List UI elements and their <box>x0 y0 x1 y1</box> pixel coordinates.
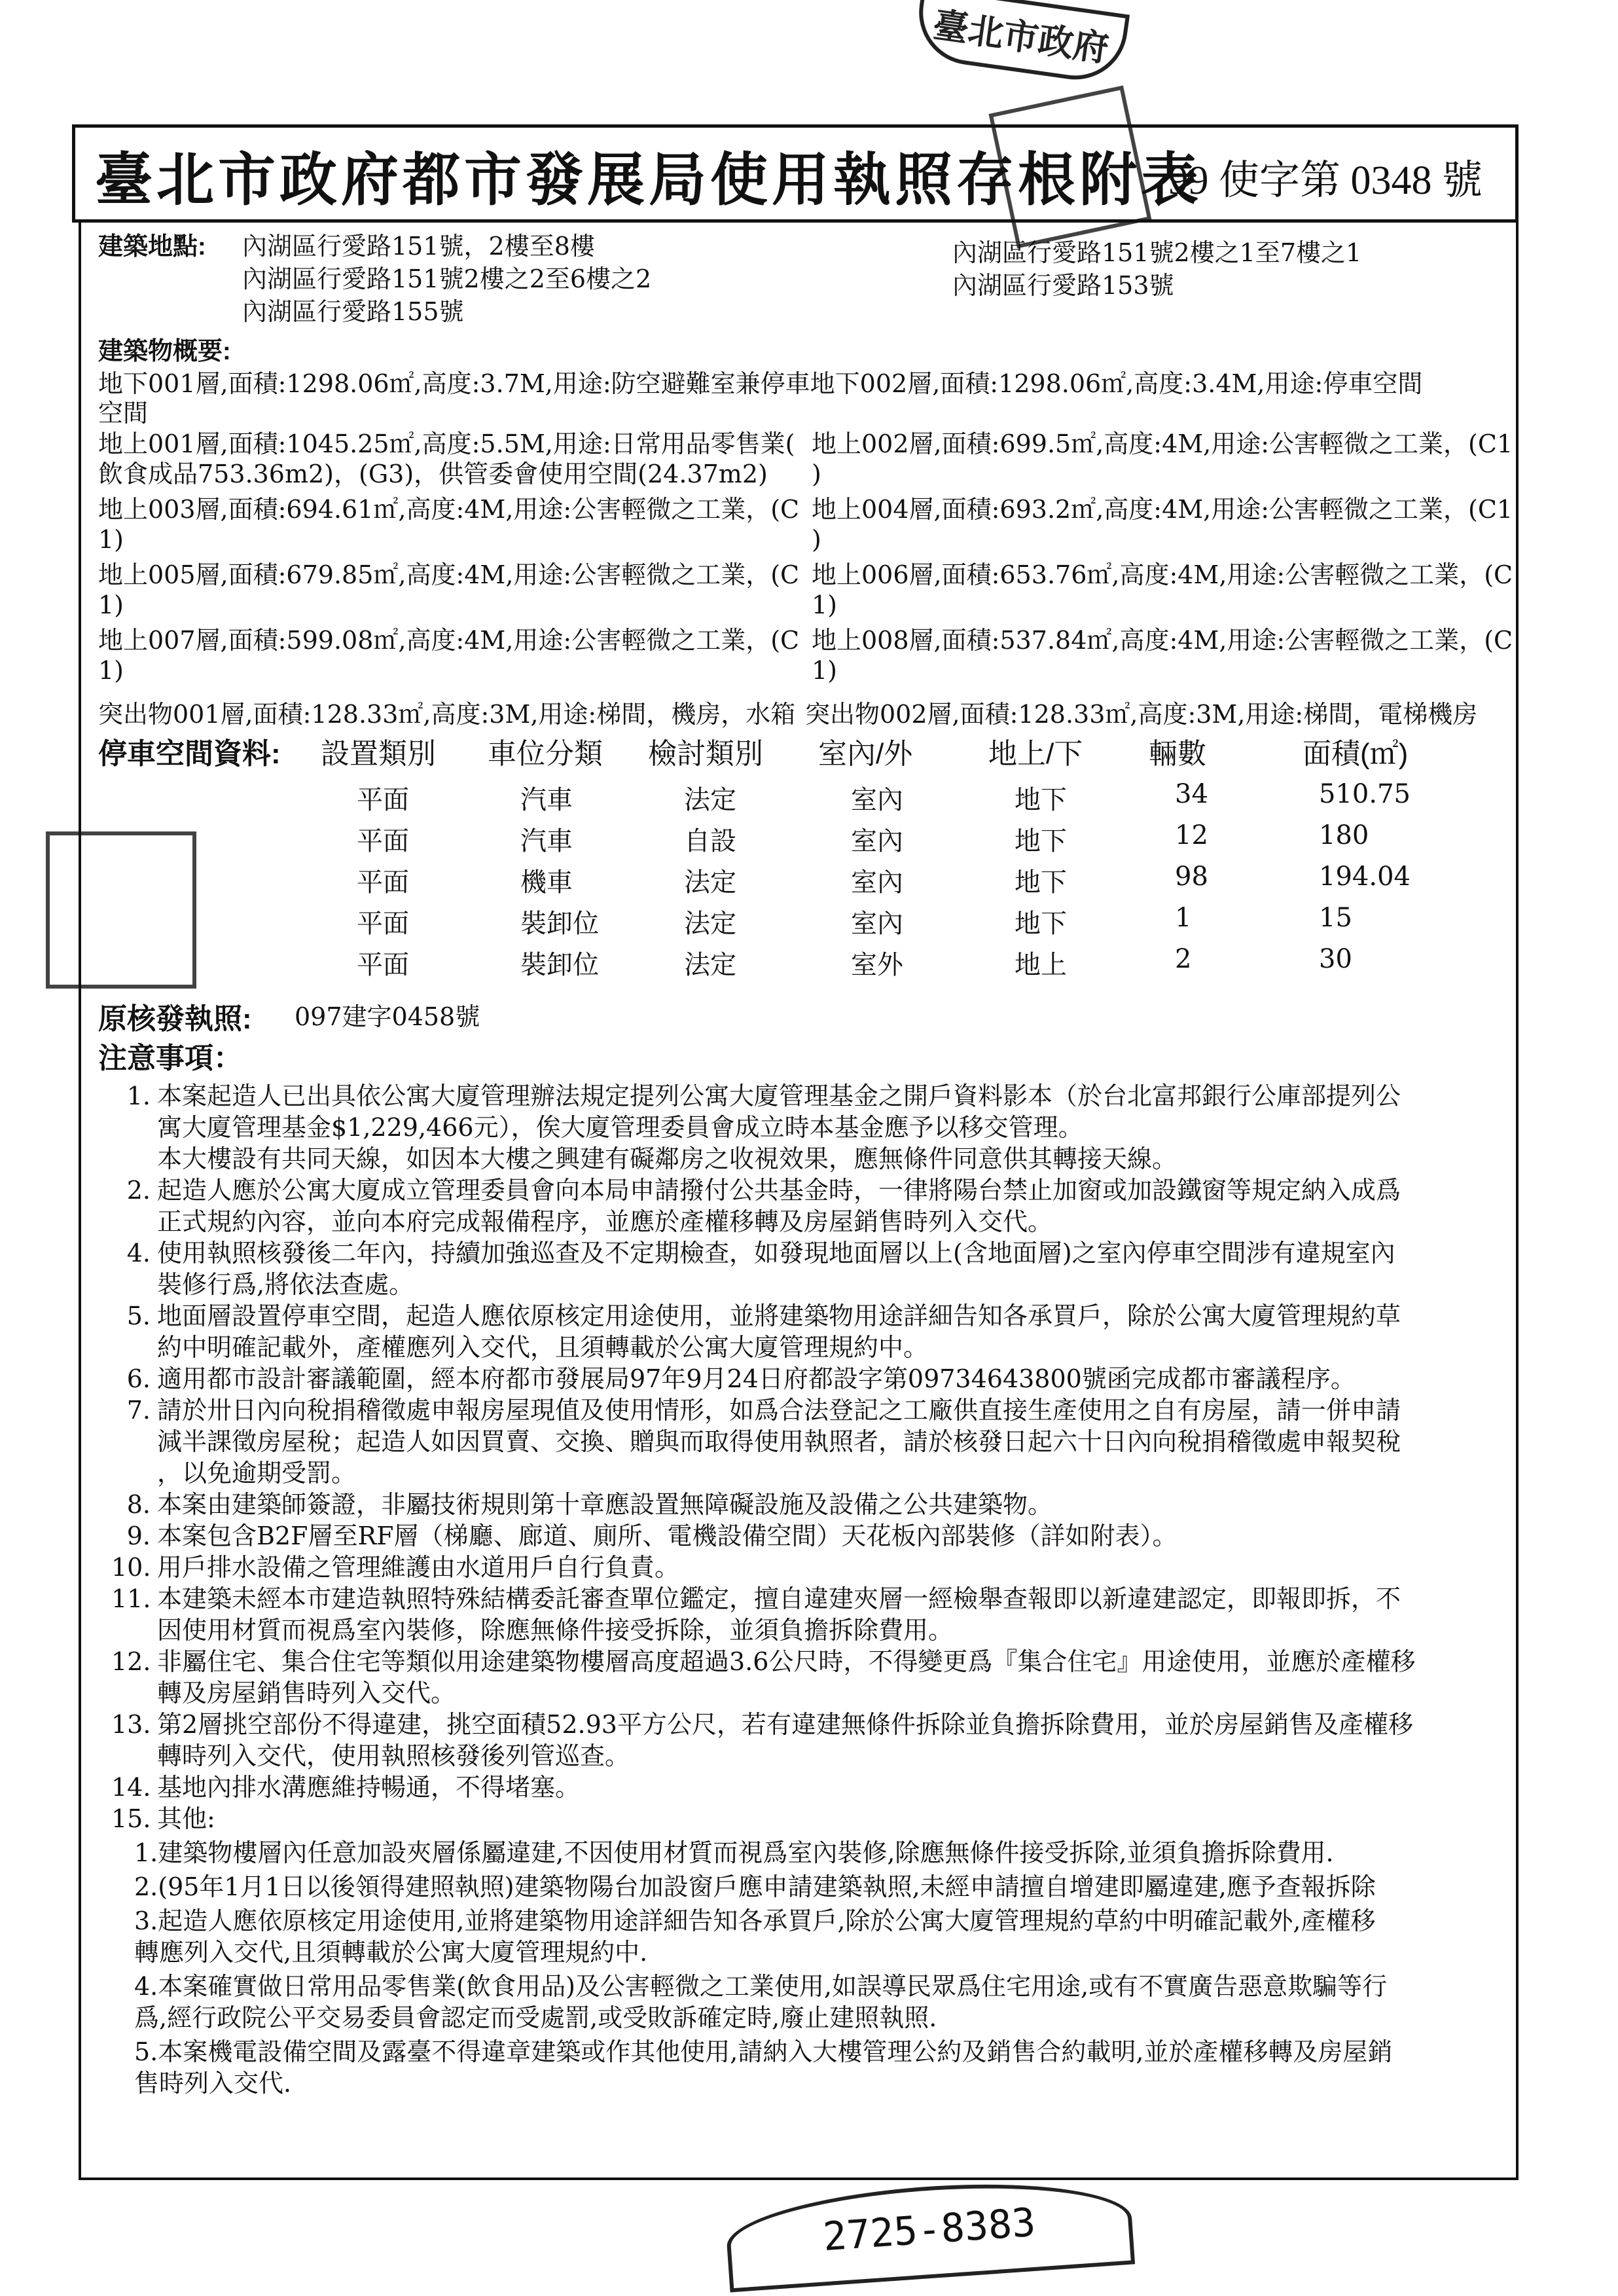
note-text: 基地內排水溝應維持暢通，不得堵塞。 <box>157 1773 581 1802</box>
address-line: 內湖區行愛路151號，2樓至8樓 <box>242 232 595 261</box>
note-number: 15. <box>111 1804 151 1833</box>
parking-header: 設置類別 <box>321 738 436 770</box>
footer-phone-stamp: 2725-8383 <box>724 2173 1135 2293</box>
note-text: 非屬住宅、集合住宅等類似用途建築物樓層高度超過3.6公尺時，不得變更爲『集合住宅』用途使用，並應於產權移 轉及房屋銷售時列入交代。 <box>157 1647 1416 1707</box>
parking-cell: 自設 <box>684 826 736 856</box>
note-sub-item: 4.本案確實做日常用品零售業(飲食用品)及公害輕微之工業使用,如誤導民眾爲住宅用途,或有不實廣告惡意欺騙等行 爲,經行政院公平交易委員會認定而受處罰,或受敗訴確定時,廢止建照執照. <box>134 1972 1388 2032</box>
note-text: 起造人應於公寓大廈成立管理委員會向本局申請撥付公共基金時，一律將陽台禁止加窗或加設鐵窗等規定納入成爲 正式規約內容，並向本府完成報備程序，並應於產權移轉及房屋銷售時列入交代。 <box>157 1176 1401 1236</box>
parking-cell: 平面 <box>357 867 409 898</box>
parking-cell: 汽車 <box>520 826 573 856</box>
note-text: 本建築未經本市建造執照特殊結構委託審查單位鑑定，擅自違建夾層一經檢舉查報即以新違建認定，即報即拆，不 因使用材質而視爲室內裝修，除應無條件接受拆除，並須負擔拆除費用。 <box>157 1584 1401 1645</box>
floor-b1-wrap: 空間 <box>98 399 149 428</box>
parking-cell: 室內 <box>851 867 903 898</box>
note-number: 8. <box>126 1490 151 1519</box>
parking-cell: 510.75 <box>1319 779 1411 809</box>
parking-cell: 法定 <box>684 909 736 939</box>
permit-number: 99 使字第 0348 號 <box>1168 158 1483 203</box>
floor-b1-row: 地下001層,面積:1298.06㎡,高度:3.7M,用途:防空避難室兼停車地下002層,面積:1298.06㎡,高度:3.4M,用途:停車空間 <box>98 369 1423 398</box>
floor-2f: 地上002層,面積:699.5㎡,高度:4M,用途:公害輕微之工業，(C1 ) <box>812 429 1513 488</box>
parking-cell: 180 <box>1319 820 1369 850</box>
parking-cell: 2 <box>1175 944 1192 974</box>
parking-cell: 地下 <box>1015 909 1067 939</box>
note-sub-item: 1.建築物樓層內任意加設夾層係屬違建,不因使用材質而視爲室內裝修,除應無條件接受拆除,並須負擔拆除費用. <box>134 1838 1334 1867</box>
parking-cell: 法定 <box>684 867 736 898</box>
note-number: 10. <box>111 1553 151 1582</box>
note-number: 6. <box>126 1364 151 1393</box>
note-number: 2. <box>126 1176 151 1205</box>
overview-label: 建築物概要: <box>98 338 231 365</box>
note-text: 本大樓設有共同天線，如因本大樓之興建有礙鄰房之收視效果，應無條件同意供其轉接天線。 <box>157 1144 1178 1173</box>
note-sub-item: 2.(95年1月1日以後領得建照執照)建築物陽台加設窗戶應申請建築執照,未經申請擅自增建即屬違建,應予查報拆除 <box>134 1872 1376 1901</box>
note-sub-item: 3.起造人應依原核定用途使用,並將建築物用途詳細告知各承買戶,除於公寓大廈管理規約草約中明確記載外,產權移 轉應列入交代,且須轉載於公寓大廈管理規約中. <box>134 1906 1376 1967</box>
parking-cell: 地下 <box>1015 867 1067 898</box>
parking-cell: 裝卸位 <box>520 909 599 939</box>
note-number: 7. <box>126 1396 151 1425</box>
note-text: 用戶排水設備之管理維護由水道用戶自行負責。 <box>157 1553 680 1582</box>
top-seal-stamp: 臺北市政府 <box>912 0 1130 86</box>
roof-2: 突出物002層,面積:128.33㎡,高度:3M,用途:梯間，電梯機房 <box>805 700 1478 729</box>
note-text: 地面層設置停車空間，起造人應依原核定用途使用，並將建築物用途詳細告知各承買戶，除於公寓大廈管理規約草 約中明確記載外，產權應列入交代，且須轉載於公寓大廈管理規約中。 <box>157 1302 1401 1362</box>
note-item <box>111 1772 1505 1803</box>
note-item <box>111 1394 1505 1489</box>
note-number: 11. <box>111 1584 151 1613</box>
parking-cell: 法定 <box>684 785 736 815</box>
roof-1: 突出物001層,面積:128.33㎡,高度:3M,用途:梯間，機房，水箱 <box>98 700 796 729</box>
parking-cell: 地下 <box>1015 826 1067 856</box>
note-item <box>111 1803 1505 1834</box>
original-permit-label: 原核發執照: <box>98 1003 252 1035</box>
note-number: 9. <box>126 1522 151 1550</box>
parking-cell: 1 <box>1175 903 1192 933</box>
original-permit-value: 097建字0458號 <box>295 1002 480 1031</box>
parking-cell: 平面 <box>357 785 409 815</box>
note-text: 其他: <box>157 1804 215 1833</box>
parking-cell: 12 <box>1175 820 1208 850</box>
parking-header: 車位分類 <box>488 738 603 770</box>
floor-1f: 地上001層,面積:1045.25㎡,高度:5.5M,用途:日常用品零售業( 飲食成品753.36m2)，(G3)，供管委會使用空間(24.37m2) <box>98 429 795 488</box>
parking-cell: 地上 <box>1015 950 1067 980</box>
note-text: 本案包含B2F層至RF層（梯廳、廊道、廁所、電機設備空間）天花板內部裝修（詳如附表）。 <box>157 1522 1178 1550</box>
address-line: 內湖區行愛路155號 <box>242 297 464 326</box>
parking-header: 檢討類別 <box>648 738 763 770</box>
floor-8f: 地上008層,面積:537.84㎡,高度:4M,用途:公害輕微之工業，(C 1) <box>812 626 1513 685</box>
note-item <box>111 1709 1505 1772</box>
parking-cell: 98 <box>1175 862 1208 892</box>
note-sub-item: 5.本案機電設備空間及露臺不得違章建築或作其他使用,請納入大樓管理公約及銷售合約載明,並於產權移轉及房屋銷 售時列入交代. <box>134 2037 1393 2098</box>
note-text: 本案由建築師簽證，非屬技術規則第十章應設置無障礙設施及設備之公共建築物。 <box>157 1490 1053 1519</box>
parking-cell: 機車 <box>520 867 573 898</box>
parking-cell: 平面 <box>357 909 409 939</box>
parking-cell: 15 <box>1319 903 1352 933</box>
floor-7f: 地上007層,面積:599.08㎡,高度:4M,用途:公害輕微之工業，(C 1) <box>98 626 800 685</box>
note-number: 14. <box>111 1773 151 1802</box>
note-item <box>111 1646 1505 1709</box>
note-number: 12. <box>111 1647 151 1676</box>
note-text: 使用執照核發後二年內，持續加強巡查及不定期檢查，如發現地面層以上(含地面層)之室內停車空間涉有違規室內 裝修行爲,將依法查處。 <box>157 1239 1395 1299</box>
floor-3f: 地上003層,面積:694.61㎡,高度:4M,用途:公害輕微之工業，(C 1) <box>98 495 800 554</box>
note-number: 4. <box>126 1239 151 1267</box>
notes-list <box>111 1080 1505 2099</box>
parking-cell: 室內 <box>851 909 903 939</box>
parking-header: 地上/下 <box>988 738 1083 770</box>
address-line: 內湖區行愛路153號 <box>952 271 1174 300</box>
parking-cell: 汽車 <box>520 785 573 815</box>
note-text: 第2層挑空部份不得違建，挑空面積52.93平方公尺，若有違建無條件拆除並負擔拆除費用，並於房屋銷售及產權移 轉時列入交代，使用執照核發後列管巡查。 <box>157 1710 1413 1770</box>
note-item <box>111 1363 1505 1394</box>
floor-4f: 地上004層,面積:693.2㎡,高度:4M,用途:公害輕微之工業，(C1 ) <box>812 495 1513 554</box>
notes-label: 注意事項： <box>98 1042 242 1074</box>
parking-cell: 室外 <box>851 950 903 980</box>
parking-cell: 地下 <box>1015 785 1067 815</box>
note-item <box>111 1237 1505 1300</box>
note-number: 5. <box>126 1302 151 1330</box>
note-number: 13. <box>111 1710 151 1739</box>
note-item <box>111 1520 1505 1552</box>
note-item <box>111 1175 1505 1237</box>
floor-6f: 地上006層,面積:653.76㎡,高度:4M,用途:公害輕微之工業，(C 1) <box>812 560 1513 619</box>
address-label: 建築地點: <box>98 233 206 261</box>
floor-5f: 地上005層,面積:679.85㎡,高度:4M,用途:公害輕微之工業，(C 1) <box>98 560 800 619</box>
title-bar <box>72 124 1519 223</box>
note-item <box>111 1300 1505 1363</box>
parking-header: 輛數 <box>1149 738 1206 770</box>
parking-header: 室內/外 <box>818 738 913 770</box>
note-item <box>111 1080 1505 1143</box>
note-item <box>111 1489 1505 1520</box>
address-line: 內湖區行愛路151號2樓之1至7樓之1 <box>952 238 1362 267</box>
note-item <box>111 1552 1505 1583</box>
parking-cell: 室內 <box>851 785 903 815</box>
address-line: 內湖區行愛路151號2樓之2至6樓之2 <box>242 264 652 293</box>
parking-cell: 裝卸位 <box>520 950 599 980</box>
parking-label: 停車空間資料: <box>98 738 281 770</box>
parking-cell: 平面 <box>357 826 409 856</box>
parking-cell: 室內 <box>851 826 903 856</box>
parking-cell: 194.04 <box>1319 862 1411 892</box>
parking-cell: 平面 <box>357 950 409 980</box>
note-item <box>111 1143 1505 1175</box>
parking-cell: 30 <box>1319 944 1352 974</box>
parking-header: 面積(㎡) <box>1303 738 1409 770</box>
note-text: 適用都市設計審議範圍，經本府都市發展局97年9月24日府都設字第09734643800號函完成都市審議程序。 <box>157 1364 1356 1393</box>
note-text: 請於卅日內向稅捐稽徵處申報房屋現值及使用情形，如爲合法登記之工廠供直接生產使用之自有房屋，請一併申請 減半課徵房屋稅；起造人如因買賣、交換、贈與而取得使用執照者，請於核發日起六十日內向稅捐稽徵處申報契稅 ，以免逾期受罰。 <box>157 1396 1401 1487</box>
note-number: 1. <box>126 1082 151 1110</box>
note-number <box>111 1143 157 1175</box>
note-item <box>111 1583 1505 1646</box>
note-text: 本案起造人已出具依公寓大廈管理辦法規定提列公寓大廈管理基金之開戶資料影本（於台北富邦銀行公庫部提列公 寓大廈管理基金$1,229,466元），俟大廈管理委員會成立時本基金應予以移交管理。 <box>157 1082 1401 1142</box>
page-title: 臺北市政府都市發展局使用執照存根附表 <box>95 145 1203 213</box>
parking-cell: 34 <box>1175 779 1208 809</box>
parking-cell: 法定 <box>684 950 736 980</box>
